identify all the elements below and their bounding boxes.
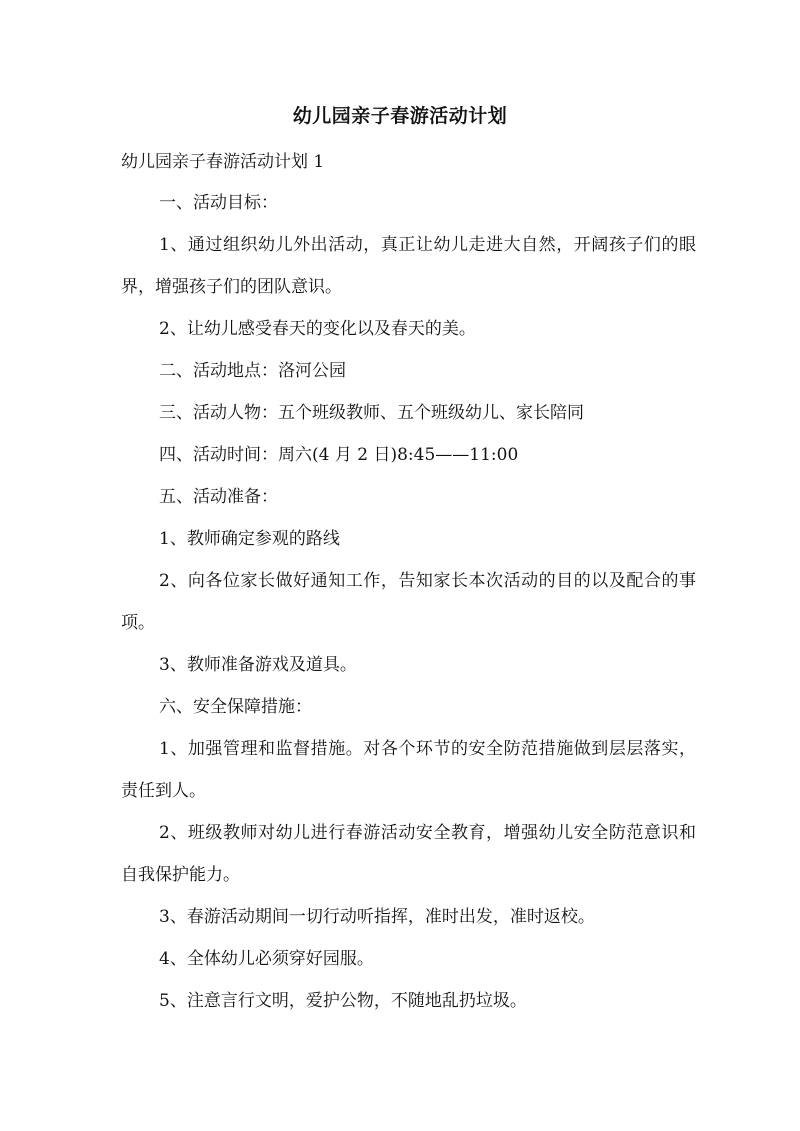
paragraph-safety-1: 1、加强管理和监督措施。对各个环节的安全防范措施做到层层落实，责任到人。 — [121, 739, 696, 801]
paragraph-safety-5: 5、注意言行文明，爱护公物，不随地乱扔垃圾。 — [159, 991, 527, 1011]
paragraph-participants: 三、活动人物：五个班级教师、五个班级幼儿、家长陪同 — [159, 403, 584, 423]
paragraph-safety-4: 4、全体幼儿必须穿好园服。 — [159, 949, 374, 969]
paragraph-preparation-3: 3、教师准备游戏及道具。 — [159, 655, 357, 675]
paragraph-goal-2: 2、让幼儿感受春天的变化以及春天的美。 — [159, 319, 476, 339]
paragraph-time: 四、活动时间：周六(4 月 2 日)8:45——11:00 — [159, 445, 519, 465]
paragraph-safety-3: 3、春游活动期间一切行动听指挥，准时出发，准时返校。 — [159, 907, 595, 927]
paragraph-goal-1: 1、通过组织幼儿外出活动，真正让幼儿走进大自然，开阔孩子们的眼界，增强孩子们的团队意识。 — [121, 235, 696, 297]
paragraph-safety-2: 2、班级教师对幼儿进行春游活动安全教育，增强幼儿安全防范意识和自我保护能力。 — [121, 823, 696, 885]
paragraph-preparation-heading: 五、活动准备： — [159, 487, 278, 507]
paragraph-goals-heading: 一、活动目标： — [159, 193, 278, 213]
paragraph-preparation-1: 1、教师确定参观的路线 — [159, 529, 340, 549]
paragraph-preparation-2: 2、向各位家长做好通知工作，告知家长本次活动的目的以及配合的事项。 — [121, 571, 696, 633]
document-title: 幼儿园亲子春游活动计划 — [292, 105, 508, 127]
document-subtitle: 幼儿园亲子春游活动计划 1 — [121, 152, 325, 172]
paragraph-safety-heading: 六、安全保障措施： — [159, 697, 312, 717]
paragraph-location: 二、活动地点：洛河公园 — [159, 361, 346, 381]
